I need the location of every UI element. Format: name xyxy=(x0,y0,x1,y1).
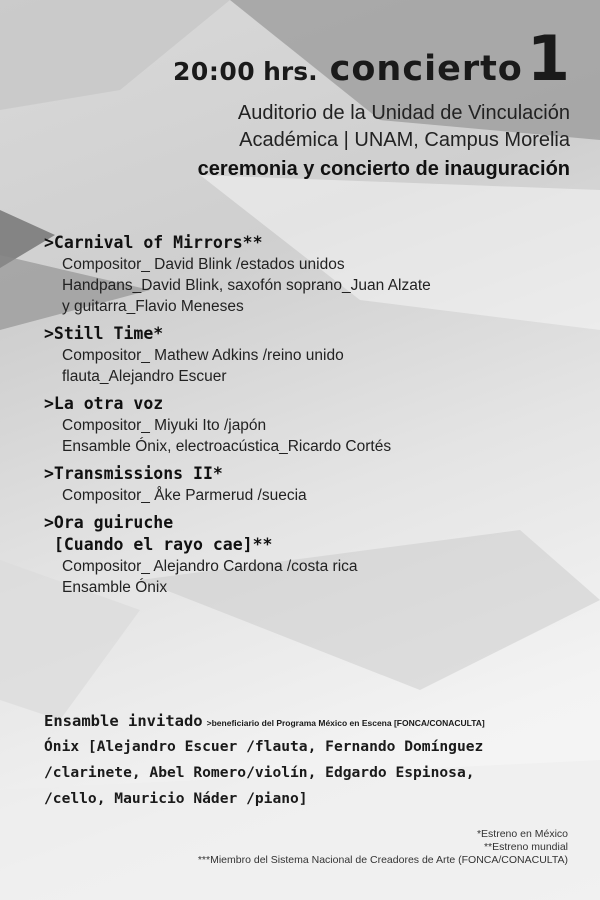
piece-title: >Ora guiruche xyxy=(44,513,174,532)
event-title: ceremonia y concierto de inauguración xyxy=(197,158,570,180)
ensemble-heading xyxy=(44,712,584,730)
concert-time: 20:00 xyxy=(173,57,256,86)
piece-detail: Ensamble Ónix, electroacústica_Ricardo Cortés xyxy=(62,438,392,455)
piece-subtitle: [Cuando el rayo cae]** xyxy=(44,535,273,554)
venue-line-2: Académica | UNAM, Campus Morelia xyxy=(239,129,570,151)
program-item-la-otra-voz xyxy=(44,393,574,457)
time-unit: hrs. xyxy=(263,57,318,86)
piece-title: >Transmissions II* xyxy=(44,464,223,483)
venue xyxy=(238,100,570,154)
footnote-mexico-premiere: *Estreno en México xyxy=(476,828,568,840)
piece-title: >Carnival of Mirrors** xyxy=(44,233,263,252)
program-list xyxy=(44,232,574,604)
piece-detail: Compositor_ Mathew Adkins /reino unido xyxy=(62,347,344,364)
piece-title: >Still Time* xyxy=(44,324,164,343)
piece-detail: Compositor_ Alejandro Cardona /costa rica xyxy=(62,558,358,575)
piece-detail: y guitarra_Flavio Meneses xyxy=(62,298,244,315)
venue-line-1: Auditorio de la Unidad de Vinculación xyxy=(237,102,570,124)
members-line-2: /clarinete, Abel Romero/violín, Edgardo Espinosa, xyxy=(44,764,475,781)
ensemble-sponsor-note: >beneficiario del Programa México en Escena [FONCA/CONACULTA] xyxy=(206,718,485,728)
piece-detail: flauta_Alejandro Escuer xyxy=(62,368,227,385)
footnote-world-premiere: **Estreno mundial xyxy=(483,841,568,853)
program-item-transmissions xyxy=(44,463,574,506)
program-item-still-time xyxy=(44,323,574,387)
concert-word: concierto xyxy=(329,49,523,89)
ensemble-members xyxy=(44,734,584,812)
guest-ensemble xyxy=(44,712,584,812)
program-item-carnival xyxy=(44,232,574,317)
ensemble-label: Ensamble invitado xyxy=(44,712,203,730)
piece-detail: Compositor_ David Blink /estados unidos xyxy=(62,256,345,273)
footnotes xyxy=(198,828,568,867)
concert-heading xyxy=(173,22,570,95)
program-item-ora-guiruche xyxy=(44,512,574,598)
members-line-1: Ónix [Alejandro Escuer /flauta, Fernando Domínguez xyxy=(44,738,484,755)
piece-detail: Ensamble Ónix xyxy=(62,579,168,596)
piece-detail: Handpans_David Blink, saxofón soprano_Juan Alzate xyxy=(62,277,431,294)
members-line-3: /cello, Mauricio Náder /piano] xyxy=(44,790,308,807)
footnote-snca-member: ***Miembro del Sistema Nacional de Creadores de Arte (FONCA/CONACULTA) xyxy=(197,854,568,866)
piece-title: >La otra voz xyxy=(44,394,164,413)
piece-detail: Compositor_ Miyuki Ito /japón xyxy=(62,417,267,434)
piece-detail: Compositor_ Åke Parmerud /suecia xyxy=(62,487,307,504)
concert-number: 1 xyxy=(526,22,570,95)
